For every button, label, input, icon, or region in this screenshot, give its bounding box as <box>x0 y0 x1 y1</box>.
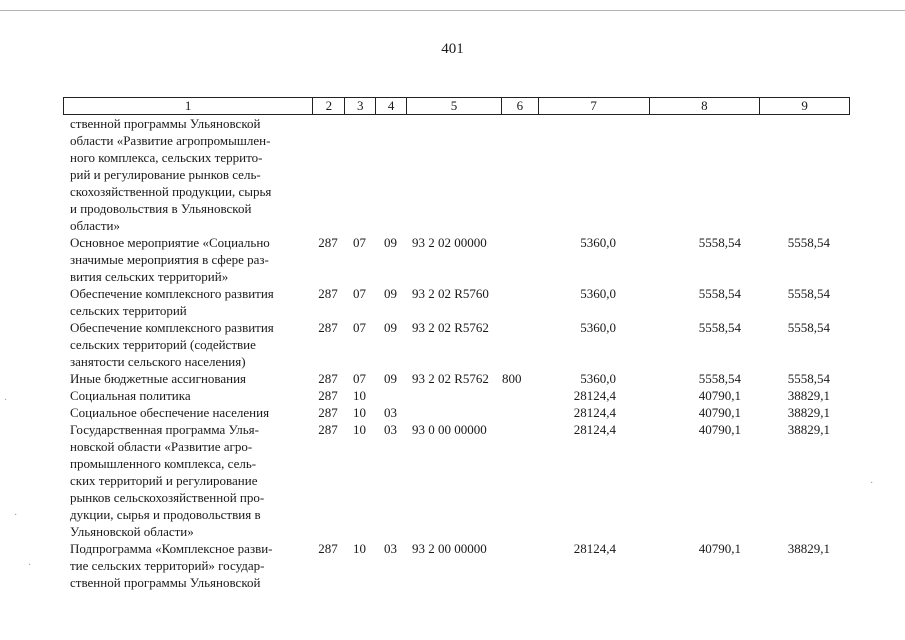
cell-col-7: 28124,4 <box>573 405 616 420</box>
cell-col-4: 03 <box>384 422 397 437</box>
row-name-line: Основное мероприятие «Социально <box>70 235 270 250</box>
row-name-cell <box>63 387 312 404</box>
cell-col-4: 09 <box>384 286 397 301</box>
row-name-line: Иные бюджетные ассигнования <box>70 371 247 386</box>
cell-col-6 <box>501 319 538 370</box>
cell-col-5: 93 2 02 R5760 <box>412 286 489 301</box>
row-name-line: Социальное обеспечение населения <box>70 405 270 420</box>
cell-col-7: 5360,0 <box>580 286 616 301</box>
cell-col-8: 5558,54 <box>698 371 741 386</box>
table-row <box>63 404 850 421</box>
cell-col-5: 93 2 02 R5762 <box>412 320 489 335</box>
cell-col-9 <box>760 115 850 234</box>
cell-col-8: 40790,1 <box>698 422 741 437</box>
cell-col-3: 07 <box>353 371 366 386</box>
cell-col-9: 38829,1 <box>787 422 830 437</box>
row-name-line: новской области «Развитие агро- <box>70 439 253 454</box>
cell-col-9: 38829,1 <box>787 405 830 420</box>
row-name-cell <box>63 404 312 421</box>
header-col-8: 8 <box>649 98 760 114</box>
cell-col-5: 93 0 00 00000 <box>412 422 487 437</box>
cell-col-4: 03 <box>384 405 397 420</box>
row-name-cell <box>63 285 312 319</box>
row-name-line: Ульяновской области» <box>70 524 194 539</box>
row-name-line: Обеспечение комплексного развития <box>70 320 274 335</box>
row-name-line: области» <box>70 218 120 233</box>
row-name-line: вития сельских территорий» <box>70 269 229 284</box>
cell-col-6: 800 <box>502 371 522 386</box>
cell-col-7: 5360,0 <box>580 371 616 386</box>
scan-speck: · <box>4 395 8 406</box>
cell-col-3: 10 <box>353 541 366 556</box>
row-name-line: промышленного комплекса, сель- <box>70 456 257 471</box>
cell-col-5: 93 2 00 00000 <box>412 541 487 556</box>
table-row <box>63 540 850 591</box>
cell-col-8: 40790,1 <box>698 541 741 556</box>
cell-col-7: 28124,4 <box>573 388 616 403</box>
table-row <box>63 387 850 404</box>
page-number: 401 <box>441 41 464 57</box>
cell-col-8: 40790,1 <box>698 405 741 420</box>
cell-col-4 <box>375 115 406 234</box>
row-name-line: тие сельских территорий» государ- <box>70 558 265 573</box>
row-name-cell <box>63 319 312 370</box>
header-col-7: 7 <box>538 98 649 114</box>
cell-col-9: 5558,54 <box>787 320 830 335</box>
row-name-line: рынков сельскохозяйственной про- <box>70 490 265 505</box>
cell-col-2: 287 <box>318 405 338 420</box>
table-body <box>63 115 850 591</box>
cell-col-3: 07 <box>353 320 366 335</box>
cell-col-8: 5558,54 <box>698 286 741 301</box>
header-col-4: 4 <box>375 98 406 114</box>
row-name-line: ских территорий и регулирование <box>70 473 258 488</box>
cell-col-9: 38829,1 <box>787 388 830 403</box>
scan-speck: · <box>28 560 32 571</box>
cell-col-2: 287 <box>318 320 338 335</box>
row-name-line: Государственная программа Улья- <box>70 422 259 437</box>
header-col-1: 1 <box>184 98 192 113</box>
cell-col-3: 10 <box>353 405 366 420</box>
row-name-line: Обеспечение комплексного развития <box>70 286 274 301</box>
cell-col-5 <box>406 387 501 404</box>
row-name-cell <box>63 115 312 234</box>
row-name-cell <box>63 234 312 285</box>
table-row <box>63 421 850 540</box>
cell-col-6 <box>501 387 538 404</box>
cell-col-3: 10 <box>353 388 366 403</box>
cell-col-4 <box>375 387 406 404</box>
cell-col-2: 287 <box>318 235 338 250</box>
row-name-cell <box>63 421 312 540</box>
row-name-cell <box>63 370 312 387</box>
row-name-line: занятости сельского населения) <box>70 354 246 369</box>
cell-col-8 <box>649 115 760 234</box>
row-name-line: Социальная политика <box>70 388 191 403</box>
row-name-line: ственной программы Ульяновской <box>70 575 261 590</box>
page-top-rule <box>0 10 905 11</box>
row-name-line: Подпрограмма «Комплексное разви- <box>70 541 273 556</box>
cell-col-9: 5558,54 <box>787 286 830 301</box>
cell-col-4: 09 <box>384 235 397 250</box>
cell-col-5 <box>406 115 501 234</box>
cell-col-7: 28124,4 <box>573 541 616 556</box>
cell-col-3: 10 <box>353 422 366 437</box>
cell-col-7: 5360,0 <box>580 235 616 250</box>
row-name-line: значимые мероприятия в сфере раз- <box>70 252 269 267</box>
cell-col-8: 5558,54 <box>698 235 741 250</box>
scan-speck: · <box>870 478 874 489</box>
cell-col-9: 5558,54 <box>787 235 830 250</box>
row-name-line: и продовольствия в Ульяновской <box>70 201 252 216</box>
header-col-5: 5 <box>406 98 501 114</box>
row-name-line: сельских территорий (содействие <box>70 337 256 352</box>
row-name-cell <box>63 540 312 591</box>
cell-col-2 <box>312 115 344 234</box>
cell-col-4: 03 <box>384 541 397 556</box>
cell-col-2: 287 <box>318 388 338 403</box>
cell-col-2: 287 <box>318 286 338 301</box>
cell-col-5: 93 2 02 R5762 <box>412 371 489 386</box>
cell-col-6 <box>501 285 538 319</box>
cell-col-4: 09 <box>384 320 397 335</box>
cell-col-7: 5360,0 <box>580 320 616 335</box>
cell-col-8: 40790,1 <box>698 388 741 403</box>
cell-col-6 <box>501 115 538 234</box>
header-col-2: 2 <box>312 98 344 114</box>
cell-col-5 <box>406 404 501 421</box>
row-name-line: дукции, сырья и продовольствия в <box>70 507 261 522</box>
cell-col-4: 09 <box>384 371 397 386</box>
cell-col-6 <box>501 404 538 421</box>
cell-col-2: 287 <box>318 371 338 386</box>
cell-col-9: 5558,54 <box>787 371 830 386</box>
row-name-line: области «Развитие агропромышлен- <box>70 133 271 148</box>
budget-table <box>63 97 850 591</box>
cell-col-6 <box>501 234 538 285</box>
table-row <box>63 234 850 285</box>
cell-col-3: 07 <box>353 235 366 250</box>
cell-col-5: 93 2 02 00000 <box>412 235 487 250</box>
cell-col-7: 28124,4 <box>573 422 616 437</box>
table-row <box>63 319 850 370</box>
row-name-line: ного комплекса, сельских террито- <box>70 150 263 165</box>
table-header-row <box>63 97 850 115</box>
header-col-3: 3 <box>344 98 375 114</box>
cell-col-9: 38829,1 <box>787 541 830 556</box>
row-name-line: скохозяйственной продукции, сырья <box>70 184 272 199</box>
cell-col-3 <box>344 115 375 234</box>
scan-speck: · <box>14 510 18 521</box>
row-name-line: сельских территорий <box>70 303 187 318</box>
cell-col-6 <box>501 540 538 591</box>
table-row <box>63 370 850 387</box>
header-col-9: 9 <box>759 98 849 114</box>
row-name-line: ственной программы Ульяновской <box>70 116 261 131</box>
header-col-6: 6 <box>501 98 538 114</box>
table-row <box>63 115 850 234</box>
cell-col-2: 287 <box>318 541 338 556</box>
cell-col-8: 5558,54 <box>698 320 741 335</box>
table-row <box>63 285 850 319</box>
cell-col-3: 07 <box>353 286 366 301</box>
cell-col-2: 287 <box>318 422 338 437</box>
cell-col-6 <box>501 421 538 540</box>
row-name-line: рий и регулирование рынков сель- <box>70 167 261 182</box>
cell-col-7 <box>538 115 649 234</box>
